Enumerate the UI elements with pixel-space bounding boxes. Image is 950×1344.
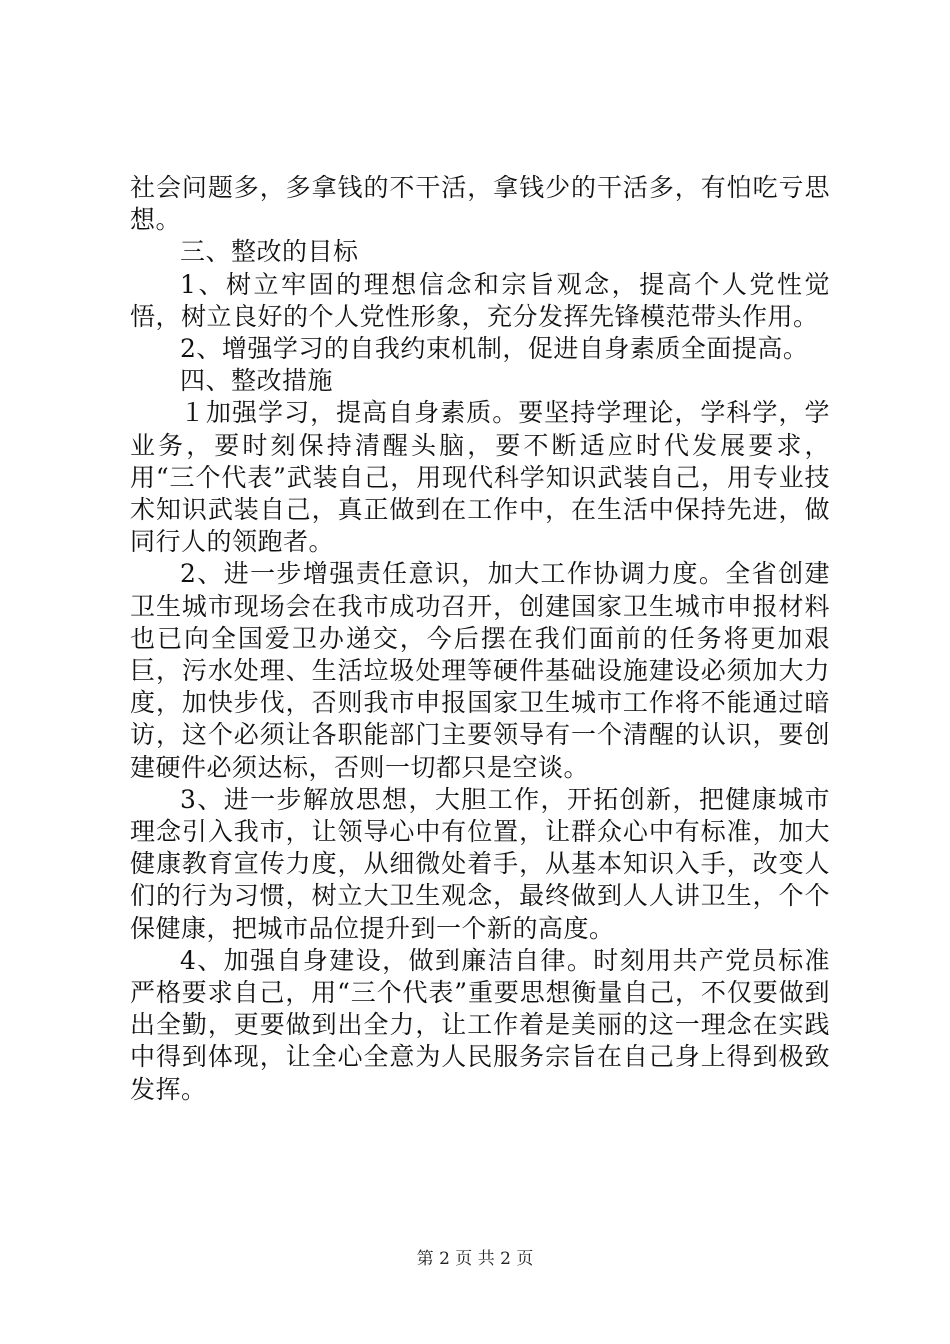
measure-item-4: 4、加强自身建设，做到廉洁自律。时刻用共产党员标准严格要求自己，用“三个代表”重要思想衡量自己，不仅要做到出全勤，更要做到出全力，让工作着是美丽的这一理念在实践中得到体现，让全心全意为人民服务宗旨在自己身上得到极致发挥。 bbox=[130, 945, 830, 1104]
page-number-label: 第 2 页 共 2 页 bbox=[416, 1249, 534, 1269]
measure-item-1: １加强学习，提高自身素质。要坚持学理论，学科学，学业务，要时刻保持清醒头脑，要不断适应时代发展要求，用“三个代表”武装自己，用现代科学知识武装自己，用专业技术知识武装自己，真正做到在工作中，在生活中保持先进，做同行人的领跑者。 bbox=[130, 398, 830, 557]
document-body bbox=[130, 172, 830, 1106]
section-heading-goals: 三、整改的目标 bbox=[180, 237, 359, 267]
goal-item-1: 1、树立牢固的理想信念和宗旨观念，提高个人党性觉悟，树立良好的个人党性形象，充分发挥先锋模范带头作用。 bbox=[130, 269, 830, 331]
measure-item-3: 3、进一步解放思想，大胆工作，开拓创新，把健康城市理念引入我市，让领导心中有位置，让群众心中有标准，加大健康教育宣传力度，从细微处着手，从基本知识入手，改变人们的行为习惯，树立大卫生观念，最终做到人人讲卫生，个个保健康，把城市品位提升到一个新的高度。 bbox=[130, 784, 830, 943]
measure-item-2: 2、进一步增强责任意识，加大工作协调力度。全省创建卫生城市现场会在我市成功召开，创建国家卫生城市申报材料也已向全国爱卫办递交，今后摆在我们面前的任务将更加艰巨，污水处理、生活垃圾处理等硬件基础设施建设必须加大力度，加快步伐，否则我市申报国家卫生城市工作将不能通过暗访，这个必须让各职能部门主要领导有一个清醒的认识，要创建硬件必须达标，否则一切都只是空谈。 bbox=[130, 559, 830, 782]
goal-item-2: 2、增强学习的自我约束机制，促进自身素质全面提高。 bbox=[180, 334, 809, 364]
paragraph-continuation: 社会问题多，多拿钱的不干活，拿钱少的干活多，有怕吃亏思想。 bbox=[130, 173, 830, 235]
section-heading-measures: 四、整改措施 bbox=[180, 366, 334, 396]
page-footer bbox=[0, 1244, 950, 1269]
